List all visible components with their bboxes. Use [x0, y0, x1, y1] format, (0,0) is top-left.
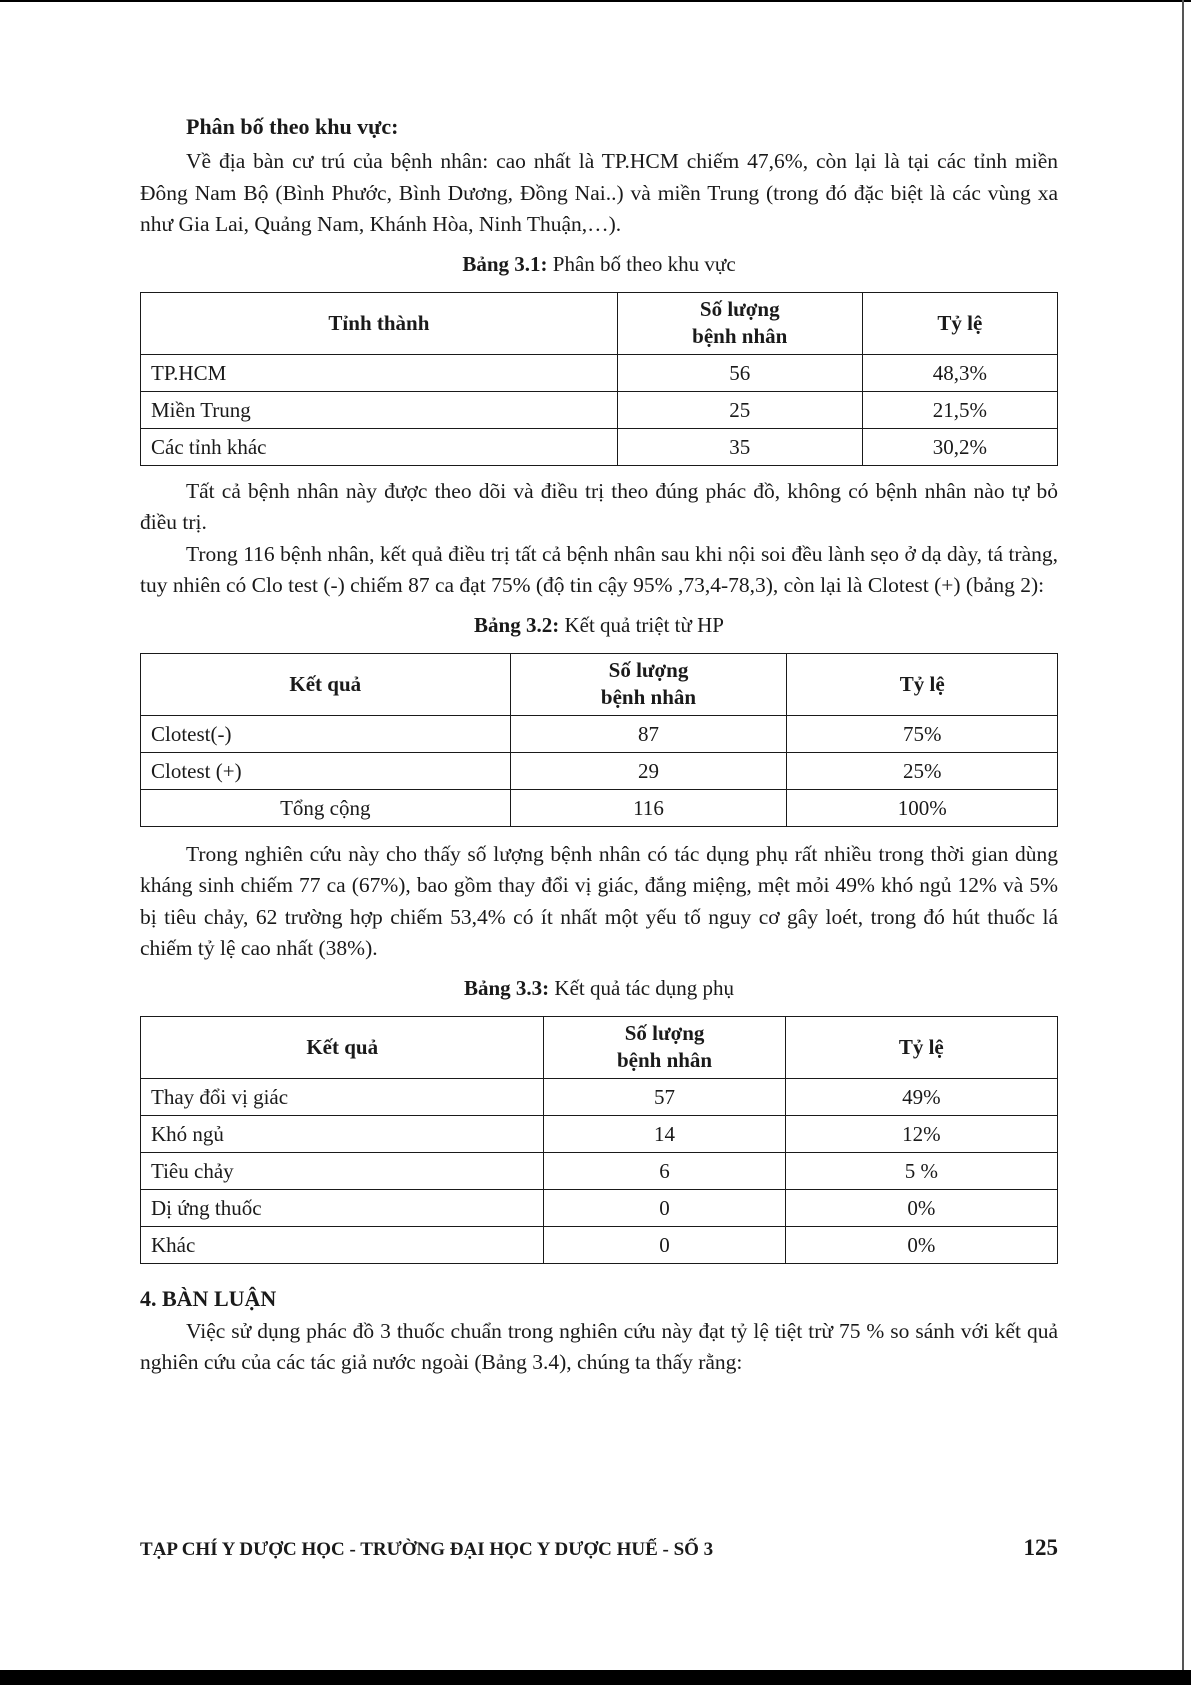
cell-count: 87	[510, 715, 787, 752]
cell-label: Khó ngủ	[141, 1115, 544, 1152]
table-row	[141, 428, 1058, 465]
table-header-row	[141, 1016, 1058, 1078]
header-province: Tỉnh thành	[141, 292, 618, 354]
header-result: Kết quả	[141, 1016, 544, 1078]
page-number: 125	[1023, 1535, 1058, 1560]
cell-count: 29	[510, 752, 787, 789]
table-row	[141, 1078, 1058, 1115]
header-rate: Tỷ lệ	[787, 653, 1058, 715]
header-patient-count: Số lượng bệnh nhân	[544, 1016, 785, 1078]
cell-label: Khác	[141, 1226, 544, 1263]
header-rate: Tỷ lệ	[862, 292, 1057, 354]
table-region-distribution	[140, 292, 1058, 466]
cell-rate: 75%	[787, 715, 1058, 752]
page-footer	[140, 1535, 1058, 1561]
table3-caption-text: Kết quả tác dụng phụ	[549, 975, 735, 1000]
table-row	[141, 1115, 1058, 1152]
table1-caption-text: Phân bố theo khu vực	[547, 251, 736, 276]
page-body	[140, 112, 1058, 1379]
table-row	[141, 1226, 1058, 1263]
cell-label: Clotest(-)	[141, 715, 511, 752]
paragraph-followup: Tất cả bệnh nhân này được theo dõi và điều trị theo đúng phác đồ, không có bệnh nhân nào tự bỏ điều trị.	[140, 478, 1058, 534]
cell-label: Clotest (+)	[141, 752, 511, 789]
table2-caption	[140, 611, 1058, 639]
discussion-heading: 4. BÀN LUẬN	[140, 1285, 277, 1311]
cell-count: 35	[617, 428, 862, 465]
cell-count: 0	[544, 1189, 785, 1226]
cell-label: TP.HCM	[141, 354, 618, 391]
table1-caption-label: Bảng 3.1:	[462, 251, 548, 276]
cell-count: 0	[544, 1226, 785, 1263]
scan-border-top	[0, 0, 1191, 2]
header-patient-count: Số lượng bệnh nhân	[617, 292, 862, 354]
paragraph-results: Trong 116 bệnh nhân, kết quả điều trị tất cả bệnh nhân sau khi nội soi đều lành sẹo ở dạ dày, tá tràng, tuy nhiên có Clo test (-) chiếm 87 ca đạt 75% (độ tin cậy 95% ,73,4-78,3), còn lại là Clotest (+) (bảng 2):	[140, 541, 1058, 597]
cell-total-label: Tổng cộng	[141, 789, 511, 826]
header-rate: Tỷ lệ	[785, 1016, 1057, 1078]
table-row	[141, 1189, 1058, 1226]
table-side-effects	[140, 1016, 1058, 1264]
cell-total-rate: 100%	[787, 789, 1058, 826]
paragraph-side-effects: Trong nghiên cứu này cho thấy số lượng bệnh nhân có tác dụng phụ rất nhiều trong thời gian dùng kháng sinh chiếm 77 ca (67%), bao gồm thay đổi vị giác, đắng miệng, mệt mỏi 49% khó ngủ 12% và 5% bị tiêu chảy, 62 trường hợp chiếm 53,4% có ít nhất một yếu tố nguy cơ gây loét, trong đó hút thuốc lá chiếm tỷ lệ cao nhất (38%).	[140, 841, 1058, 960]
cell-rate: 48,3%	[862, 354, 1057, 391]
cell-count: 56	[617, 354, 862, 391]
table-row	[141, 354, 1058, 391]
table-total-row	[141, 789, 1058, 826]
table-hp-eradication	[140, 653, 1058, 827]
cell-rate: 0%	[785, 1226, 1057, 1263]
cell-rate: 25%	[787, 752, 1058, 789]
cell-count: 6	[544, 1152, 785, 1189]
journal-title: TẠP CHÍ Y DƯỢC HỌC - TRƯỜNG ĐẠI HỌC Y DƯỢC HUẾ - SỐ 3	[140, 1539, 714, 1560]
cell-rate: 5 %	[785, 1152, 1057, 1189]
scan-border-bottom	[0, 1670, 1191, 1685]
table-row	[141, 752, 1058, 789]
section-heading-region: Phân bố theo khu vực:	[186, 114, 399, 139]
cell-label: Tiêu chảy	[141, 1152, 544, 1189]
cell-label: Thay đổi vị giác	[141, 1078, 544, 1115]
table-header-row	[141, 653, 1058, 715]
table1-caption	[140, 250, 1058, 278]
table2-caption-text: Kết quả triệt từ HP	[559, 612, 724, 637]
cell-count: 25	[617, 391, 862, 428]
scan-border-right	[1182, 0, 1184, 1670]
header-patient-count: Số lượng bệnh nhân	[510, 653, 787, 715]
table-row	[141, 1152, 1058, 1189]
cell-label: Các tỉnh khác	[141, 428, 618, 465]
cell-rate: 0%	[785, 1189, 1057, 1226]
cell-label: Miền Trung	[141, 391, 618, 428]
cell-rate: 21,5%	[862, 391, 1057, 428]
table3-caption-label: Bảng 3.3:	[463, 975, 550, 1000]
cell-total-count: 116	[510, 789, 787, 826]
cell-rate: 12%	[785, 1115, 1057, 1152]
cell-rate: 49%	[785, 1078, 1057, 1115]
table-row	[141, 715, 1058, 752]
cell-count: 57	[544, 1078, 785, 1115]
table2-caption-label: Bảng 3.2:	[474, 612, 560, 637]
cell-rate: 30,2%	[862, 428, 1057, 465]
paragraph-region: Về địa bàn cư trú của bệnh nhân: cao nhất là TP.HCM chiếm 47,6%, còn lại là tại các tỉnh miền Đông Nam Bộ (Bình Phước, Bình Dương, Đồng Nai..) và miền Trung (trong đó đặc biệt là các vùng xa như Gia Lai, Quảng Nam, Khánh Hòa, Ninh Thuận,…).	[140, 149, 1058, 236]
cell-count: 14	[544, 1115, 785, 1152]
header-result: Kết quả	[141, 653, 511, 715]
paragraph-discussion: Việc sử dụng phác đồ 3 thuốc chuẩn trong nghiên cứu này đạt tỷ lệ tiệt trừ 75 % so sánh với kết quả nghiên cứu của các tác giả nước ngoài (Bảng 3.4), chúng ta thấy rằng:	[140, 1318, 1058, 1374]
cell-label: Dị ứng thuốc	[141, 1189, 544, 1226]
table3-caption	[140, 974, 1058, 1002]
table-header-row	[141, 292, 1058, 354]
table-row	[141, 391, 1058, 428]
